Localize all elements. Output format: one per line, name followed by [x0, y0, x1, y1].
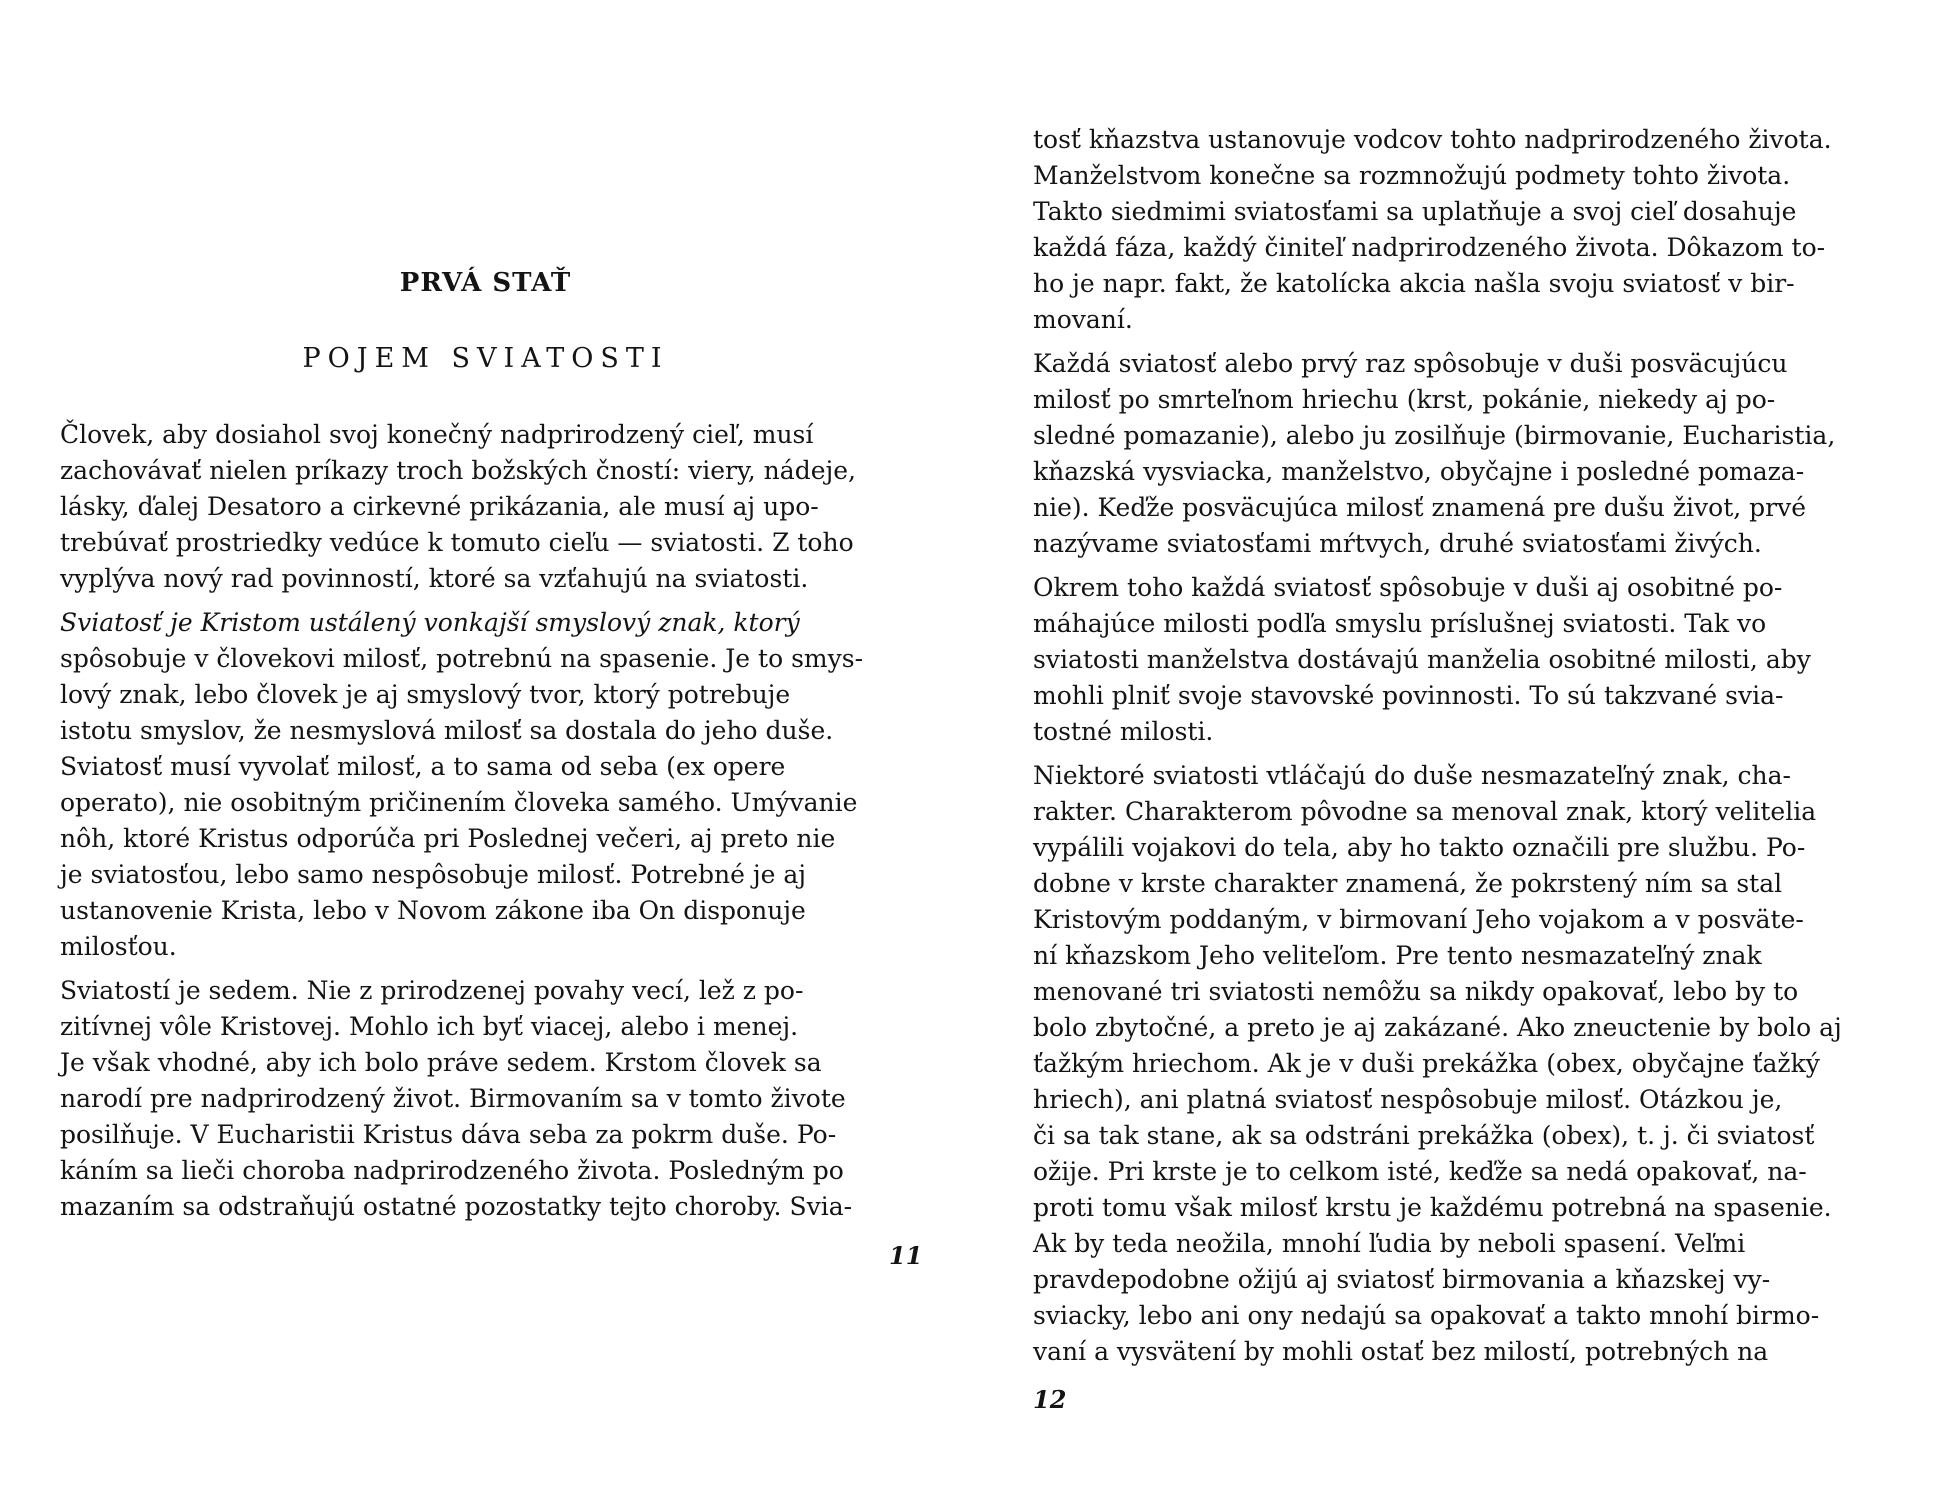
text-line: Ak by teda neožila, mnohí ľudia by neboli spasení. Veľmi	[1033, 1229, 1746, 1258]
text-line: mohli plniť svoje stavovské povinnosti. To sú takzvané svia-	[1033, 681, 1784, 710]
text-line: lový znak, lebo človek je aj smyslový tvor, ktorý potrebuje	[60, 680, 791, 709]
text-line: tosť kňazstva ustanovuje vodcov tohto nadprirodzeného života.	[1033, 125, 1832, 154]
text-line: Každá sviatosť alebo prvý raz spôsobuje v duši posväcujúcu	[1033, 349, 1788, 378]
text-line: ťažkým hriechom. Ak je v duši prekážka (obex, obyčajne ťažký	[1033, 1049, 1820, 1078]
text-line: bolo zbytočné, a preto je aj zakázané. Ako zneuctenie by bolo aj	[1033, 1013, 1842, 1042]
text-line: operato), nie osobitným pričinením človeka samého. Umývanie	[60, 788, 858, 817]
text-line: Kristovým poddaným, v birmovaní Jeho vojakom a v posväte-	[1033, 905, 1804, 934]
text-line: vaní a vysvätení by mohli ostať bez milostí, potrebných na	[1033, 1337, 1769, 1366]
text-line: posilňuje. V Eucharistii Kristus dáva seba za pokrm duše. Po-	[60, 1120, 837, 1149]
text-line: lásky, ďalej Desatoro a cirkevné prikázania, ale musí aj upo-	[60, 492, 819, 521]
text-line: milosť po smrteľnom hriechu (krst, pokánie, niekedy aj po-	[1033, 385, 1776, 414]
text-line: spôsobuje v človekovi milosť, potrebnú na spasenie. Je to smys-	[60, 644, 864, 673]
text-line: kňazská vysviacka, manželstvo, obyčajne i posledné pomaza-	[1033, 457, 1805, 486]
text-line: Manželstvom konečne sa rozmnožujú podmety tohto života.	[1033, 161, 1791, 190]
text-line: každá fáza, každý činiteľ nadprirodzeného života. Dôkazom to-	[1033, 233, 1826, 262]
text-line: máhajúce milosti podľa smyslu príslušnej sviatosti. Tak vo	[1033, 609, 1767, 638]
text-line: vypálili vojakovi do tela, aby ho takto označili pre službu. Po-	[1033, 833, 1806, 862]
text-line: istotu smyslov, že nesmyslová milosť sa dostala do jeho duše.	[60, 716, 834, 745]
text-line: sledné pomazanie), alebo ju zosilňuje (birmovanie, Eucharistia,	[1033, 421, 1836, 450]
text-line: káním sa lieči choroba nadprirodzeného života. Posledným po	[60, 1156, 844, 1185]
text-line: Sviatosť musí vyvolať milosť, a to sama od seba (ex opere	[60, 752, 786, 781]
text-line: Okrem toho každá sviatosť spôsobuje v duši aj osobitné po-	[1033, 573, 1783, 602]
text-line: mazaním sa odstraňujú ostatné pozostatky tejto choroby. Svia-	[60, 1192, 853, 1221]
text-line: trebúvať prostriedky vedúce k tomuto cieľu — sviatosti. Z toho	[60, 528, 854, 557]
text-line: Sviatostí je sedem. Nie z prirodzenej povahy vecí, lež z po-	[60, 976, 804, 1005]
text-line: Niektoré sviatosti vtláčajú do duše nesmazateľný znak, cha-	[1033, 761, 1791, 790]
text-line: milosťou.	[60, 932, 177, 961]
text-line: zitívnej vôle Kristovej. Mohlo ich byť viacej, alebo i menej.	[60, 1012, 799, 1041]
text-line: dobne v krste charakter znamená, že pokrstený ním sa stal	[1033, 869, 1783, 898]
text-line: movaní.	[1033, 305, 1133, 334]
text-line: proti tomu však milosť krstu je každému potrebná na spasenie.	[1033, 1193, 1832, 1222]
text-line: ní kňazskom Jeho veliteľom. Pre tento nesmazateľný znak	[1033, 941, 1762, 970]
text-line: hriech), ani platná sviatosť nespôsobuje milosť. Otázkou je,	[1033, 1085, 1783, 1114]
right-page	[971, 0, 1942, 1500]
text-line: vyplýva nový rad povinností, ktoré sa vzťahujú na sviatosti.	[60, 564, 809, 593]
text-line: narodí pre nadprirodzený život. Birmovaním sa v tomto živote	[60, 1084, 846, 1113]
text-line: ustanovenie Krista, lebo v Novom zákone iba On disponuje	[60, 896, 806, 925]
text-line: Človek, aby dosiahol svoj konečný nadprirodzený cieľ, musí	[60, 420, 814, 449]
page-number: 12	[1033, 1385, 1067, 1414]
text-line: nôh, ktoré Kristus odporúča pri Poslednej večeri, aj preto nie	[60, 824, 836, 853]
text-line: Sviatosť je Kristom ustálený vonkajší smyslový znak, ktorý	[60, 608, 800, 637]
chapter-title: POJEM SVIATOSTI	[302, 343, 669, 374]
text-line: sviacky, lebo ani ony nedajú sa opakovať a takto mnohí birmo-	[1033, 1301, 1820, 1330]
text-line: nazývame sviatosťami mŕtvych, druhé sviatosťami živých.	[1033, 529, 1762, 558]
page-number: 11	[889, 1241, 923, 1270]
text-line: Takto siedmimi sviatosťami sa uplatňuje a svoj cieľ dosahuje	[1033, 197, 1797, 226]
text-line: zachovávať nielen príkazy troch božských čností: viery, nádeje,	[60, 456, 856, 485]
text-line: menované tri sviatosti nemôžu sa nikdy opakovať, lebo by to	[1033, 977, 1799, 1006]
text-line: sviatosti manželstva dostávajú manželia osobitné milosti, aby	[1033, 645, 1811, 674]
part-heading: PRVÁ STAŤ	[399, 268, 572, 298]
text-line: tostné milosti.	[1033, 717, 1214, 746]
text-line: či sa tak stane, ak sa odstráni prekážka (obex), t. j. či sviatosť	[1033, 1121, 1815, 1150]
text-line: nie). Keďže posväcujúca milosť znamená pre dušu život, prvé	[1033, 493, 1807, 522]
text-line: ho je napr. fakt, že katolícka akcia našla svoju sviatosť v bir-	[1033, 269, 1795, 298]
text-line: Je však vhodné, aby ich bolo práve sedem. Krstom človek sa	[60, 1048, 822, 1077]
text-line: je sviatosťou, lebo samo nespôsobuje milosť. Potrebné je aj	[60, 860, 807, 889]
text-line: ožije. Pri krste je to celkom isté, keďže sa nedá opakovať, na-	[1033, 1157, 1807, 1186]
text-line: pravdepodobne ožijú aj sviatosť birmovania a kňazskej vy-	[1033, 1265, 1771, 1294]
text-line: rakter. Charakterom pôvodne sa menoval znak, ktorý velitelia	[1033, 797, 1817, 826]
